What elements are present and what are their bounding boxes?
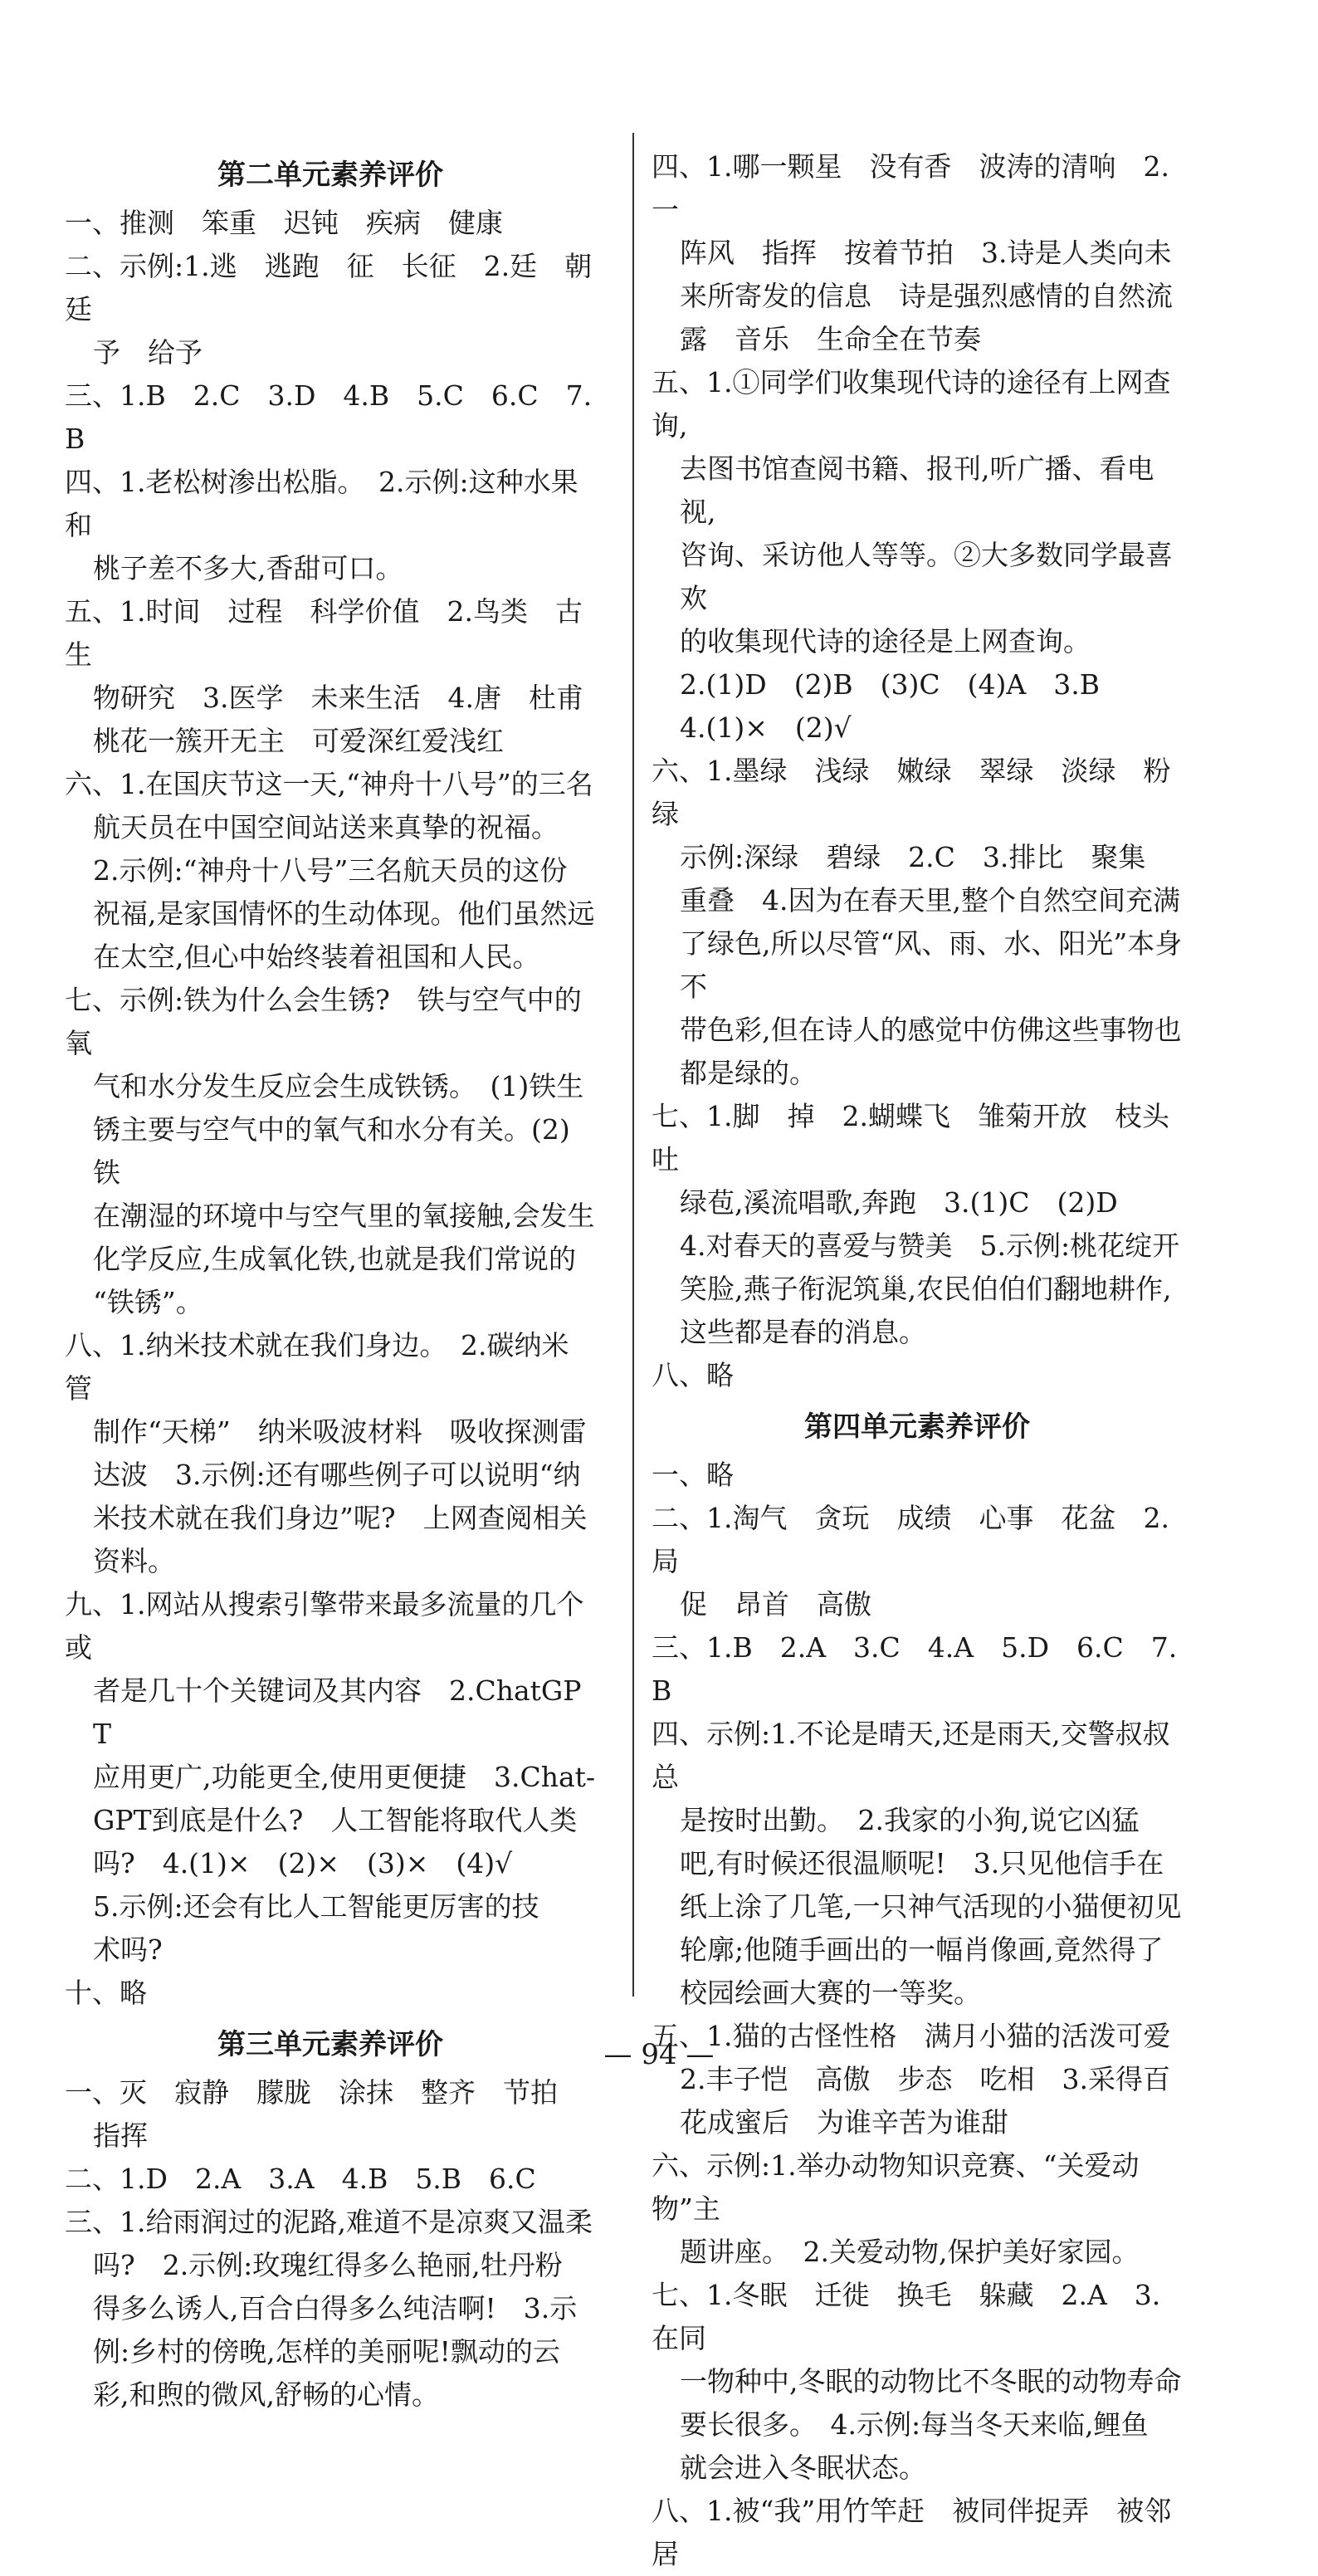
right-column xyxy=(652,145,1183,2576)
answer-line: 九、1.网站从搜索引擎带来最多流量的几个或 xyxy=(65,1588,584,1664)
answer-line: 示例:深绿 碧绿 2.C 3.排比 聚集 xyxy=(680,841,1146,873)
left-column xyxy=(65,145,596,2417)
answer-item xyxy=(652,361,1183,750)
answer-line: 指挥 xyxy=(93,2119,148,2152)
answer-line: 了绿色,所以尽管“风、雨、水、阳光”本身不 xyxy=(680,927,1183,1003)
answer-line: 轮廓;他随手画出的一幅肖像画,竟然得了 xyxy=(680,1933,1164,1966)
answer-line: 祝福,是家国情怀的生动体现。他们虽然远 xyxy=(93,897,595,930)
answer-item xyxy=(652,2490,1183,2576)
answer-line: 气和水分发生反应会生成铁锈。 (1)铁生 xyxy=(93,1070,584,1102)
answer-line: 米技术就在我们身边”呢? 上网查阅相关 xyxy=(93,1502,588,1534)
answer-line: 航天员在中国空间站送来真挚的祝福。 xyxy=(93,811,559,843)
answer-line: 四、1.老松树渗出松脂。 2.示例:这种水果和 xyxy=(65,466,578,541)
answer-line: 重叠 4.因为在春天里,整个自然空间充满 xyxy=(680,884,1180,917)
answer-line: 桃花一簇开无主 可爱深红爱浅红 xyxy=(93,725,504,757)
answer-item xyxy=(652,1095,1183,1354)
answer-line: 纸上涂了几笔,一只神气活现的小猫便初见 xyxy=(680,1890,1182,1923)
answer-line: 咨询、采访他人等等。②大多数同学最喜欢 xyxy=(680,539,1173,614)
unit2-answers xyxy=(65,202,596,2015)
answer-line: 在潮湿的环境中与空气里的氧接触,会发生 xyxy=(93,1200,595,1232)
answer-item xyxy=(65,763,596,979)
unit2-heading: 第二单元素养评价 xyxy=(217,159,443,192)
answer-line: 六、1.在国庆节这一天,“神舟十八号”的三名 xyxy=(65,768,593,800)
answer-line: 七、示例:铁为什么会生锈? 铁与空气中的氧 xyxy=(65,984,582,1059)
answer-line: 2.丰子恺 高傲 步态 吃相 3.采得百 xyxy=(680,2063,1170,2095)
answer-line: 制作“天梯” 纳米吸波材料 吸收探测雷 xyxy=(93,1415,587,1448)
answer-line: 锈主要与空气中的氧气和水分有关。(2)铁 xyxy=(93,1113,570,1189)
answer-line: 得多么诱人,百合白得多么纯洁啊! 3.示 xyxy=(93,2292,578,2324)
answer-line: 十、略 xyxy=(65,1977,147,2009)
answer-line: 三、1.B 2.A 3.C 4.A 5.D 6.C 7.B xyxy=(652,1631,1178,1707)
page-number: — 94 — xyxy=(603,2038,715,2071)
answer-item xyxy=(65,1324,596,1583)
answer-line: 就会进入冬眠状态。 xyxy=(680,2451,926,2484)
answer-line: 物研究 3.医学 未来生活 4.唐 杜甫 xyxy=(93,682,583,714)
answer-item xyxy=(652,2274,1183,2490)
answer-line: 例:乡村的傍晚,怎样的美丽呢!飘动的云 xyxy=(93,2335,560,2368)
answer-item xyxy=(652,1497,1183,1626)
answer-line: 带色彩,但在诗人的感觉中仿佛这些事物也 xyxy=(680,1014,1182,1046)
answer-item xyxy=(65,2158,596,2201)
answer-line: 应用更广,功能更全,使用更便捷 3.Chat- xyxy=(93,1761,596,1793)
column-divider xyxy=(632,133,634,1997)
answer-line: 六、示例:1.举办动物知识竞赛、“关爱动物”主 xyxy=(652,2149,1140,2225)
answer-line: 予 给予 xyxy=(93,336,203,369)
answer-line: 一、推测 笨重 迟钝 疾病 健康 xyxy=(65,207,503,239)
answer-line: 5.示例:还会有比人工智能更厉害的技 xyxy=(93,1890,539,1923)
answer-line: 四、1.哪一颗星 没有香 波涛的清响 2.一 xyxy=(652,150,1169,226)
answer-line: 桃子差不多大,香甜可口。 xyxy=(93,552,403,584)
answer-line: 绿苞,溪流唱歌,奔跑 3.(1)C (2)D xyxy=(680,1186,1118,1219)
answer-line: 都是绿的。 xyxy=(680,1057,817,1089)
answer-item xyxy=(65,374,596,461)
answer-line: 去图书馆查阅书籍、报刊,听广播、看电视, xyxy=(680,452,1154,528)
answer-line: 五、1.猫的古怪性格 满月小猫的活泼可爱 xyxy=(652,2020,1171,2052)
answer-item xyxy=(652,1454,1183,1497)
answer-line: 五、1.①同学们收集现代诗的途径有上网查询, xyxy=(652,366,1171,442)
answer-line: 七、1.冬眠 迁徙 换毛 躲藏 2.A 3.在同 xyxy=(652,2279,1161,2354)
answer-line: 4.对春天的喜爱与赞美 5.示例:桃花绽开 xyxy=(680,1229,1180,1262)
answer-line: 者是几十个关键词及其内容 2.ChatGPT xyxy=(93,1674,582,1750)
answer-line: 吧,有时候还很温顺呢! 3.只见他信手在 xyxy=(680,1847,1164,1879)
answer-item xyxy=(65,245,596,374)
answer-line: 促 昂首 高傲 xyxy=(680,1588,871,1620)
answer-line: 题讲座。 2.关爱动物,保护美好家园。 xyxy=(680,2236,1140,2268)
answer-line: 校园绘画大赛的一等奖。 xyxy=(680,1977,981,2009)
answer-line: 八、1.纳米技术就在我们身边。 2.碳纳米管 xyxy=(65,1329,569,1405)
unit3-heading: 第三单元素养评价 xyxy=(217,2028,443,2061)
answer-line: 在太空,但心中始终装着祖国和人民。 xyxy=(93,941,540,973)
answer-line: 吗? 4.(1)× (2)× (3)× (4)√ xyxy=(93,1847,513,1879)
answer-line: 三、1.给雨润过的泥路,难道不是凉爽又温柔 xyxy=(65,2206,593,2238)
answer-item xyxy=(65,1583,596,1972)
answer-line: “铁锈”。 xyxy=(93,1286,203,1318)
answer-line: 二、1.淘气 贪玩 成绩 心事 花盆 2.局 xyxy=(652,1502,1169,1577)
answer-line: 阵风 指挥 按着节拍 3.诗是人类向未 xyxy=(680,237,1172,269)
answer-line: GPT到底是什么? 人工智能将取代人类 xyxy=(93,1804,578,1836)
answer-line: 四、示例:1.不论是晴天,还是雨天,交警叔叔总 xyxy=(652,1718,1170,1793)
answer-line: 4.(1)× (2)√ xyxy=(680,711,852,744)
answer-line: 三、1.B 2.C 3.D 4.B 5.C 6.C 7.B xyxy=(65,379,593,455)
answer-line: 八、略 xyxy=(652,1359,734,1391)
answer-line: 达波 3.示例:还有哪些例子可以说明“纳 xyxy=(93,1459,581,1491)
answer-line: 的收集现代诗的途径是上网查询。 xyxy=(680,625,1091,657)
answer-item xyxy=(652,145,1183,361)
answer-item xyxy=(65,461,596,590)
answer-line: 一物种中,冬眠的动物比不冬眠的动物寿命 xyxy=(680,2365,1182,2398)
answer-line: 六、1.墨绿 浅绿 嫩绿 翠绿 淡绿 粉绿 xyxy=(652,755,1171,830)
answer-line: 2.(1)D (2)B (3)C (4)A 3.B xyxy=(680,668,1100,701)
unit3-answers xyxy=(65,2071,596,2417)
answer-line: 二、1.D 2.A 3.A 4.B 5.B 6.C xyxy=(65,2163,536,2195)
answer-line: 笑脸,燕子衔泥筑巢,农民伯伯们翻地耕作, xyxy=(680,1273,1172,1305)
answer-line: 五、1.时间 过程 科学价值 2.鸟类 古生 xyxy=(65,595,583,671)
answer-item xyxy=(652,2015,1183,2144)
answer-line: 化学反应,生成氧化铁,也就是我们常说的 xyxy=(93,1243,576,1275)
answer-line: 吗? 2.示例:玫瑰红得多么艳丽,牡丹粉 xyxy=(93,2249,563,2281)
answer-line: 术吗? xyxy=(93,1933,163,1966)
answer-item xyxy=(65,2071,596,2158)
answer-item xyxy=(652,750,1183,1095)
answer-item xyxy=(652,1626,1183,1713)
unit4-answers xyxy=(652,1454,1183,2576)
answer-item xyxy=(65,2201,596,2417)
answer-item xyxy=(65,979,596,1324)
answer-line: 露 音乐 生命全在节奏 xyxy=(680,323,981,355)
answer-item xyxy=(652,1713,1183,2015)
answer-item xyxy=(65,1972,596,2015)
answer-line: 是按时出勤。 2.我家的小狗,说它凶猛 xyxy=(680,1804,1140,1836)
answer-line: 资料。 xyxy=(93,1545,175,1577)
answer-line: 彩,和煦的微风,舒畅的心情。 xyxy=(93,2378,439,2411)
answer-line: 一、略 xyxy=(652,1459,734,1491)
answer-item xyxy=(652,2144,1183,2274)
answer-item xyxy=(652,1354,1183,1397)
answer-line: 八、1.被“我”用竹竿赶 被同伴捉弄 被邻居 xyxy=(652,2495,1172,2570)
answer-line: 二、示例:1.逃 逃跑 征 长征 2.廷 朝廷 xyxy=(65,250,593,325)
answer-item xyxy=(65,202,596,245)
answer-line: 一、灭 寂静 朦胧 涂抹 整齐 节拍 xyxy=(65,2076,558,2109)
answer-line: 这些都是春的消息。 xyxy=(680,1316,926,1348)
answer-line: 七、1.脚 掉 2.蝴蝶飞 雏菊开放 枝头吐 xyxy=(652,1100,1169,1176)
answer-line: 来所寄发的信息 诗是强烈感情的自然流 xyxy=(680,280,1173,312)
answer-line: 花成蜜后 为谁辛苦为谁甜 xyxy=(680,2106,1008,2139)
unit3-answers-cont xyxy=(652,145,1183,1397)
answer-item xyxy=(65,590,596,763)
answer-line: 2.示例:“神舟十八号”三名航天员的这份 xyxy=(93,854,568,887)
answer-line: 要长很多。 4.示例:每当冬天来临,鲤鱼 xyxy=(680,2408,1149,2441)
unit4-heading: 第四单元素养评价 xyxy=(804,1410,1030,1444)
